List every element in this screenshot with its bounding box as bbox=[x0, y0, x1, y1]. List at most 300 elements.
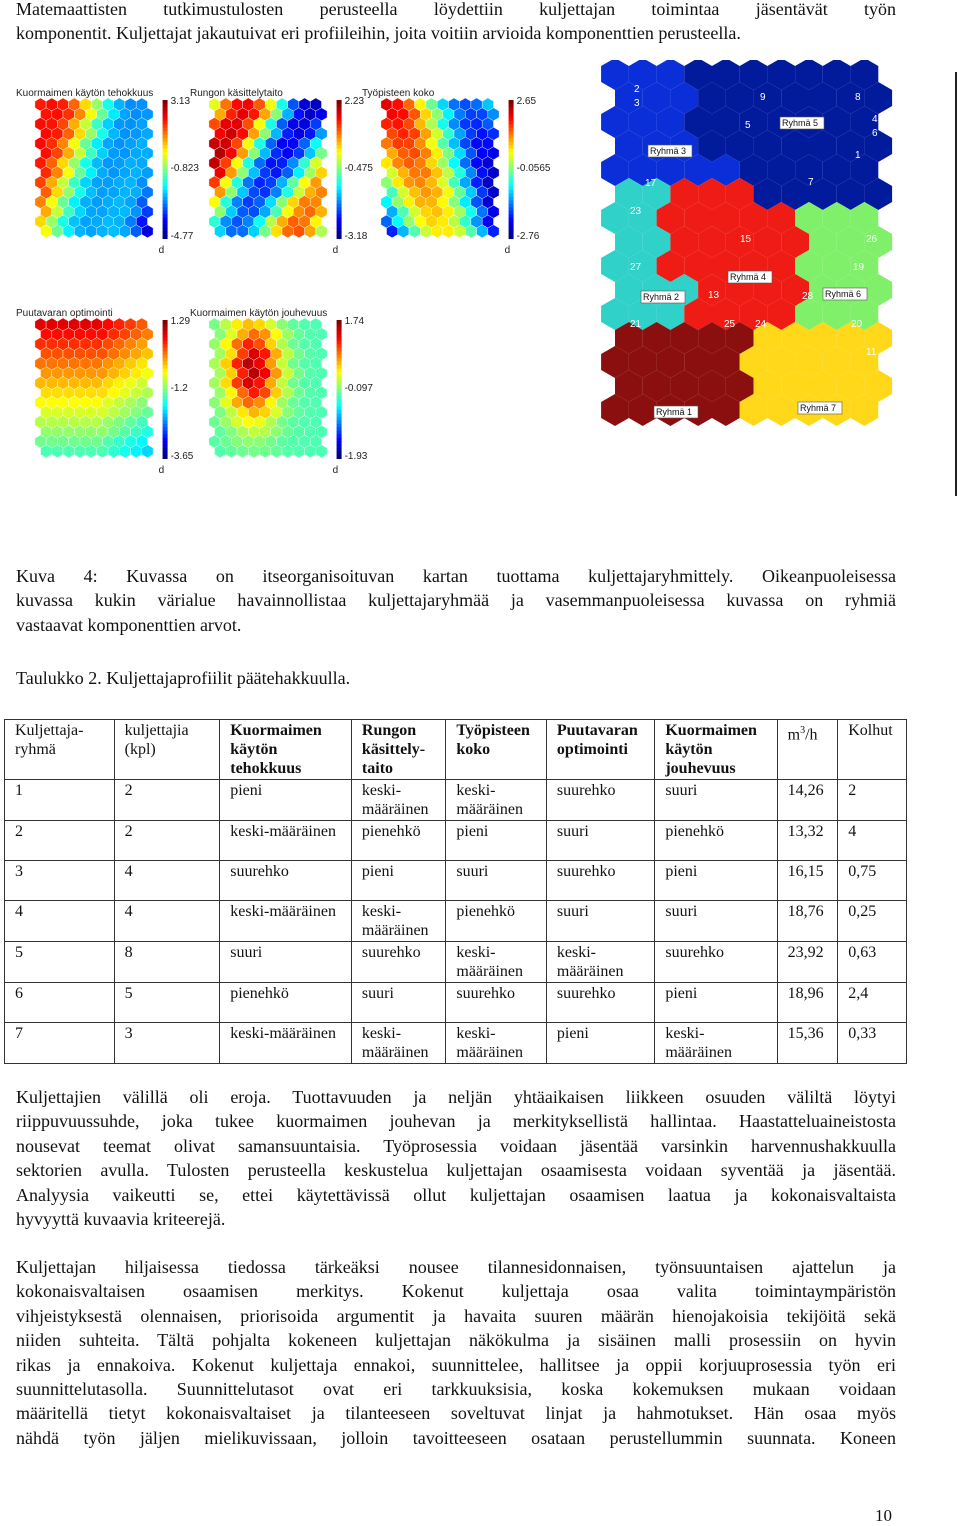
colorbar-segment bbox=[337, 221, 342, 225]
table-cell: suuri bbox=[655, 901, 777, 942]
colorbar-segment bbox=[509, 152, 514, 156]
colorbar-segment bbox=[163, 131, 168, 135]
colorbar-segment bbox=[163, 135, 168, 139]
body-line: niiden suhteita. Tältä pohjalta kokeneen kuljettajan näkökulma ja sisäinen malli prosessiin on hyvin bbox=[16, 1330, 896, 1351]
colorbar-segment bbox=[163, 386, 168, 390]
table-cell: keski-määräinen bbox=[220, 1023, 352, 1064]
colorbar-min-label: -3.18 bbox=[344, 230, 368, 242]
colorbar-segment bbox=[337, 341, 342, 345]
colorbar-segment bbox=[509, 145, 514, 149]
colorbar-segment bbox=[337, 142, 342, 146]
driver-profiles-table bbox=[4, 719, 907, 1064]
colorbar-segment bbox=[337, 155, 342, 159]
colorbar-segment bbox=[163, 341, 168, 345]
table-cell: 2 bbox=[114, 821, 220, 861]
colorbar-segment bbox=[509, 117, 514, 121]
colorbar-segment bbox=[163, 382, 168, 386]
colorbar-segment bbox=[337, 100, 342, 104]
table-cell: keski-määräinen bbox=[446, 780, 547, 821]
colorbar-segment bbox=[163, 400, 168, 404]
colorbar-segment bbox=[509, 204, 514, 208]
body-line: Kuljettajan hiljaisessa tiedossa tärkeäksi nousee tilannesidonnaisen, työnsuuntaisen ajattelun ja bbox=[16, 1257, 896, 1277]
table-cell: 18,76 bbox=[777, 901, 838, 942]
colorbar-segment bbox=[163, 103, 168, 107]
component-plane bbox=[209, 98, 342, 239]
driver-number: 8 bbox=[855, 92, 861, 103]
colorbar-segment bbox=[163, 169, 168, 173]
colorbar-segment bbox=[509, 159, 514, 163]
colorbar-segment bbox=[163, 455, 168, 459]
caption-line: vastaavat komponenttien arvot. bbox=[16, 614, 242, 635]
colorbar-segment bbox=[163, 445, 168, 449]
colorbar-segment bbox=[509, 218, 514, 222]
colorbar-segment bbox=[163, 218, 168, 222]
colorbar-segment bbox=[163, 152, 168, 156]
colorbar-segment bbox=[163, 327, 168, 331]
driver-number: 25 bbox=[724, 319, 736, 330]
colorbar-segment bbox=[337, 183, 342, 187]
colorbar-segment bbox=[509, 142, 514, 146]
colorbar-segment bbox=[509, 121, 514, 125]
colorbar-segment bbox=[509, 190, 514, 194]
driver-number: 26 bbox=[866, 234, 878, 245]
colorbar-segment bbox=[163, 396, 168, 400]
table-cell: pieni bbox=[220, 780, 352, 821]
table-cell: 16,15 bbox=[777, 861, 838, 901]
colorbar-segment bbox=[337, 448, 342, 452]
table-cell: pienehkö bbox=[351, 821, 445, 861]
colorbar-segment bbox=[337, 169, 342, 173]
colorbar-segment bbox=[509, 200, 514, 204]
colorbar-segment bbox=[509, 214, 514, 218]
table-cell: 4 bbox=[114, 861, 220, 901]
colorbar-segment bbox=[337, 107, 342, 111]
table-cell: suuri bbox=[546, 821, 654, 861]
group-label: Ryhmä 7 bbox=[800, 403, 837, 413]
driver-number: 28 bbox=[802, 291, 814, 302]
component-plane bbox=[381, 98, 514, 239]
colorbar-segment bbox=[337, 131, 342, 135]
header-productivity: $m^3/h$ bbox=[777, 720, 838, 780]
body-line: suunnittelutasolla. Suunnittelutasot ovat eri tarkkuuksisia, koska kokemuksen mukaan voidaan bbox=[16, 1379, 896, 1400]
colorbar-segment bbox=[337, 204, 342, 208]
table-cell: 1 bbox=[5, 780, 115, 821]
colorbar-segment bbox=[509, 173, 514, 177]
colorbar-segment bbox=[163, 320, 168, 324]
colorbar-min-label: -4.77 bbox=[170, 230, 194, 242]
colorbar-segment bbox=[337, 386, 342, 390]
colorbar-unit-label: d bbox=[504, 244, 511, 256]
colorbar-segment bbox=[337, 173, 342, 177]
colorbar-segment bbox=[509, 187, 514, 191]
colorbar-segment bbox=[163, 379, 168, 383]
intro-line: komponentit. Kuljettajat jakautuivat eri profiileihin, joita voitiin arvioida komponenttien perusteella. bbox=[16, 23, 741, 44]
colorbar-segment bbox=[163, 145, 168, 149]
driver-number: 11 bbox=[866, 347, 877, 358]
colorbar-segment bbox=[163, 351, 168, 355]
body-line: hyvyyttä kuvaavia kriteerejä. bbox=[16, 1209, 226, 1230]
colorbar-segment bbox=[163, 372, 168, 376]
colorbar-segment bbox=[163, 368, 168, 372]
colorbar-segment bbox=[163, 148, 168, 152]
body-paragraph-2 bbox=[16, 1255, 896, 1450]
colorbar-segment bbox=[337, 413, 342, 417]
colorbar-segment bbox=[509, 235, 514, 239]
header-boom-smoothness: Kuormaimen käytön jouhevuus bbox=[655, 720, 777, 780]
colorbar-segment bbox=[337, 389, 342, 393]
colorbar-mid-label: -1.2 bbox=[170, 383, 188, 395]
table-cell: suuri bbox=[220, 942, 352, 983]
body-line: määritellä tietyt kokonaisvaltaiset ja tilanteeseen soveltuvat linjat ja hahmotukset. Hän osaa myös bbox=[16, 1403, 896, 1424]
colorbar-segment bbox=[509, 169, 514, 173]
table-cell: suurehko bbox=[446, 983, 547, 1023]
colorbar-segment bbox=[163, 180, 168, 184]
panel-title: Työpisteen koko bbox=[362, 88, 435, 99]
driver-number: 23 bbox=[630, 206, 642, 217]
body-line: sektorien avulla. Tulosten perusteella keskustelua kuljettajan osaamisesta voidaan syventää ja jäsentää. bbox=[16, 1160, 896, 1181]
table-cell: 15,36 bbox=[777, 1023, 838, 1064]
colorbar-min-label: -3.65 bbox=[170, 450, 194, 462]
colorbar-min-label: -1.93 bbox=[344, 450, 368, 462]
table-cell: pieni bbox=[655, 983, 777, 1023]
group-label: Ryhmä 2 bbox=[643, 292, 680, 302]
colorbar-segment bbox=[163, 355, 168, 359]
group-label: Ryhmä 4 bbox=[730, 272, 767, 282]
table-cell: 3 bbox=[5, 861, 115, 901]
colorbar-segment bbox=[163, 323, 168, 327]
table-cell: 0,25 bbox=[838, 901, 907, 942]
colorbar-segment bbox=[337, 218, 342, 222]
table-cell: 2 bbox=[114, 780, 220, 821]
colorbar-segment bbox=[337, 214, 342, 218]
colorbar-mid-label: -0.097 bbox=[344, 383, 373, 395]
figure-som-maps bbox=[0, 60, 900, 510]
colorbar-segment bbox=[337, 393, 342, 397]
colorbar-segment bbox=[163, 207, 168, 211]
colorbar-segment bbox=[163, 375, 168, 379]
colorbar-segment bbox=[509, 138, 514, 142]
table-cell: 7 bbox=[5, 1023, 115, 1064]
colorbar-segment bbox=[163, 162, 168, 166]
driver-number: 9 bbox=[760, 92, 766, 103]
colorbar-segment bbox=[509, 197, 514, 201]
colorbar-segment bbox=[509, 100, 514, 104]
colorbar-segment bbox=[337, 351, 342, 355]
table-cell: 3 bbox=[114, 1023, 220, 1064]
driver-number: 20 bbox=[851, 319, 863, 330]
colorbar-segment bbox=[337, 207, 342, 211]
colorbar-segment bbox=[337, 445, 342, 449]
colorbar-segment bbox=[337, 337, 342, 341]
driver-number: 12 bbox=[630, 433, 642, 444]
colorbar-segment bbox=[163, 183, 168, 187]
table-row bbox=[5, 983, 907, 1023]
colorbar-segment bbox=[163, 190, 168, 194]
panel-title: Rungon käsittelytaito bbox=[190, 88, 283, 99]
table-cell: 0,63 bbox=[838, 942, 907, 983]
table-cell: keski-määräinen bbox=[446, 942, 547, 983]
colorbar-segment bbox=[337, 148, 342, 152]
panel-title: Puutavaran optimointi bbox=[16, 308, 113, 319]
table-cell: 6 bbox=[5, 983, 115, 1023]
table-row bbox=[5, 901, 907, 942]
colorbar-max-label: 2.23 bbox=[344, 96, 365, 107]
colorbar-segment bbox=[163, 110, 168, 114]
driver-number: 19 bbox=[853, 262, 865, 273]
header-stem-handling: Rungon käsittely-taito bbox=[351, 720, 445, 780]
colorbar-segment bbox=[337, 187, 342, 191]
colorbar-segment bbox=[163, 334, 168, 338]
caption-line: kuvassa kukin värialue havainnollistaa kuljettajaryhmää ja vasemmanpuoleisessa kuvassa on ryhmiä bbox=[16, 590, 896, 611]
colorbar-segment bbox=[337, 152, 342, 156]
driver-number: 1 bbox=[855, 150, 861, 161]
colorbar-segment bbox=[337, 375, 342, 379]
colorbar-segment bbox=[509, 107, 514, 111]
colorbar-segment bbox=[163, 441, 168, 445]
colorbar-segment bbox=[509, 207, 514, 211]
header-timber-optimization: Puutavaran optimointi bbox=[546, 720, 654, 780]
colorbar-segment bbox=[337, 362, 342, 366]
colorbar-segment bbox=[337, 135, 342, 139]
caption-line: Kuva 4: Kuvassa on itseorganisoituvan kartan tuottama kuljettajaryhmittely. Oikeanpuoleisessa bbox=[16, 566, 896, 586]
driver-number: 6 bbox=[872, 128, 878, 139]
colorbar-min-label: -2.76 bbox=[516, 230, 540, 242]
colorbar-segment bbox=[337, 368, 342, 372]
table-cell: keski-määräinen bbox=[351, 1023, 445, 1064]
colorbar-segment bbox=[337, 424, 342, 428]
colorbar-segment bbox=[163, 200, 168, 204]
colorbar-segment bbox=[337, 159, 342, 163]
colorbar-segment bbox=[337, 344, 342, 348]
intro-paragraph bbox=[16, 0, 896, 46]
table-cell: keski-määräinen bbox=[655, 1023, 777, 1064]
colorbar-segment bbox=[163, 117, 168, 121]
colorbar-segment bbox=[337, 225, 342, 229]
colorbar-segment bbox=[509, 124, 514, 128]
driver-number: 2 bbox=[634, 84, 640, 95]
colorbar-segment bbox=[509, 193, 514, 197]
table-cell: 2 bbox=[838, 780, 907, 821]
colorbar-segment bbox=[509, 135, 514, 139]
body-line: nousevat teemat olivat samansuuntaisia. Työprosessia voidaan jäsentää varsinkin harvennushakkuulla bbox=[16, 1135, 896, 1156]
table-cell: 8 bbox=[114, 942, 220, 983]
driver-number: 5 bbox=[745, 120, 751, 131]
driver-number: 10 bbox=[851, 433, 863, 444]
group-label: Ryhmä 3 bbox=[650, 146, 687, 156]
table-cell: pienehkö bbox=[655, 821, 777, 861]
colorbar-segment bbox=[337, 110, 342, 114]
colorbar-segment bbox=[337, 193, 342, 197]
colorbar-mid-label: -0.475 bbox=[344, 163, 373, 175]
colorbar-segment bbox=[163, 155, 168, 159]
table-body bbox=[5, 780, 907, 1064]
body-line: nähdä työn jäljen mielikuvissaan, jolloin tavoitteeseen osataan perustellummin suunnata. Koneen bbox=[16, 1427, 896, 1448]
colorbar-segment bbox=[509, 211, 514, 215]
colorbar-segment bbox=[337, 162, 342, 166]
body-line: Analyysia vaikeutti se, ettei käytettävissä ollut kuljettajan osaamisen laatua ja kokonaisvaltaista bbox=[16, 1184, 896, 1205]
colorbar-segment bbox=[337, 211, 342, 215]
colorbar-segment bbox=[163, 427, 168, 431]
header-boom-efficiency: Kuormaimen käytön tehokkuus bbox=[220, 720, 352, 780]
colorbar-segment bbox=[163, 393, 168, 397]
table-cell: suuri bbox=[351, 983, 445, 1023]
table-cell: keski-määräinen bbox=[351, 901, 445, 942]
colorbar-segment bbox=[337, 452, 342, 456]
driver-group-map bbox=[601, 60, 892, 444]
colorbar-segment bbox=[337, 330, 342, 334]
colorbar-segment bbox=[509, 166, 514, 170]
driver-number: 27 bbox=[630, 262, 642, 273]
colorbar-segment bbox=[337, 117, 342, 121]
colorbar-segment bbox=[163, 228, 168, 232]
header-count: kuljettajia (kpl) bbox=[114, 720, 220, 780]
table-cell: keski-määräinen bbox=[220, 821, 352, 861]
colorbar-segment bbox=[163, 142, 168, 146]
colorbar-segment bbox=[509, 183, 514, 187]
table-cell: suurehko bbox=[351, 942, 445, 983]
table-cell: pieni bbox=[546, 1023, 654, 1064]
table-cell: 4 bbox=[838, 821, 907, 861]
table-cell: keski-määräinen bbox=[220, 901, 352, 942]
colorbar-segment bbox=[163, 114, 168, 118]
colorbar-segment bbox=[337, 438, 342, 442]
colorbar-segment bbox=[163, 173, 168, 177]
table-row bbox=[5, 821, 907, 861]
driver-number: 17 bbox=[645, 178, 657, 189]
colorbar-segment bbox=[337, 166, 342, 170]
driver-number: 14 bbox=[788, 433, 800, 444]
body-line: vihjeistyksestä olennaisen, priorisoida argumentit ja havaita suuren määrän hienojakoisia tekijöitä sekä bbox=[16, 1305, 896, 1326]
colorbar-max-label: 2.65 bbox=[516, 96, 537, 107]
colorbar-segment bbox=[337, 228, 342, 232]
colorbar-segment bbox=[163, 389, 168, 393]
colorbar-segment bbox=[337, 420, 342, 424]
colorbar-segment bbox=[163, 225, 168, 229]
table-cell: suuri bbox=[446, 861, 547, 901]
body-line: kokonaisvaltaisen osaamisen merkitys. Kokenut kuljettaja osaa valita toimintaympäristön bbox=[16, 1281, 896, 1302]
colorbar-segment bbox=[163, 204, 168, 208]
colorbar-max-label: 1.29 bbox=[170, 316, 191, 327]
colorbar-segment bbox=[163, 448, 168, 452]
colorbar-segment bbox=[337, 323, 342, 327]
colorbar-segment bbox=[337, 334, 342, 338]
colorbar-segment bbox=[337, 431, 342, 435]
colorbar-segment bbox=[509, 114, 514, 118]
colorbar-segment bbox=[163, 344, 168, 348]
driver-number: 4 bbox=[872, 114, 878, 125]
driver-number: 15 bbox=[740, 234, 752, 245]
colorbar-segment bbox=[163, 187, 168, 191]
colorbar-segment bbox=[509, 180, 514, 184]
table-cell: 2,4 bbox=[838, 983, 907, 1023]
table-cell: keski-määräinen bbox=[546, 942, 654, 983]
component-planes bbox=[35, 98, 514, 459]
colorbar-segment bbox=[509, 225, 514, 229]
colorbar-segment bbox=[337, 114, 342, 118]
component-plane bbox=[209, 318, 342, 459]
colorbar-segment bbox=[337, 365, 342, 369]
table-cell: pienehkö bbox=[446, 901, 547, 942]
colorbar-segment bbox=[337, 434, 342, 438]
table-cell: suurehko bbox=[220, 861, 352, 901]
colorbar-segment bbox=[163, 403, 168, 407]
colorbar-segment bbox=[163, 424, 168, 428]
colorbar-segment bbox=[163, 107, 168, 111]
table-row bbox=[5, 1023, 907, 1064]
colorbar-segment bbox=[337, 403, 342, 407]
table-cell: keski-määräinen bbox=[446, 1023, 547, 1064]
colorbar-segment bbox=[163, 431, 168, 435]
group-label: Ryhmä 6 bbox=[825, 289, 862, 299]
colorbar-segment bbox=[337, 197, 342, 201]
colorbar-segment bbox=[337, 121, 342, 125]
colorbar-segment bbox=[337, 441, 342, 445]
table-cell: 0,75 bbox=[838, 861, 907, 901]
colorbar-segment bbox=[337, 400, 342, 404]
colorbar-segment bbox=[163, 121, 168, 125]
colorbar-segment bbox=[163, 420, 168, 424]
colorbar-segment bbox=[337, 235, 342, 239]
colorbar-segment bbox=[337, 128, 342, 132]
colorbar-segment bbox=[337, 455, 342, 459]
colorbar-segment bbox=[163, 128, 168, 132]
body-line: rikas ja ennakoiva. Kokenut kuljettaja ennakoi, suunnittelee, hallitsee ja oppii korjuuprosessia työn eri bbox=[16, 1354, 896, 1375]
colorbar-segment bbox=[337, 176, 342, 180]
colorbar-segment bbox=[509, 228, 514, 232]
colorbar-segment bbox=[163, 100, 168, 104]
colorbar-segment bbox=[163, 176, 168, 180]
colorbar-segment bbox=[509, 131, 514, 135]
table-cell: pieni bbox=[446, 821, 547, 861]
table-cell: suurehko bbox=[546, 983, 654, 1023]
colorbar-segment bbox=[509, 176, 514, 180]
colorbar-segment bbox=[337, 355, 342, 359]
colorbar-segment bbox=[163, 413, 168, 417]
table-cell: 5 bbox=[114, 983, 220, 1023]
table-cell: 18,96 bbox=[777, 983, 838, 1023]
colorbar-segment bbox=[337, 417, 342, 421]
header-damages: Kolhut bbox=[838, 720, 907, 780]
driver-number: 18 bbox=[820, 433, 832, 444]
margin-rule bbox=[955, 72, 957, 496]
table-cell: 5 bbox=[5, 942, 115, 983]
colorbar-unit-label: d bbox=[158, 244, 165, 256]
intro-line: Matemaattisten tutkimustulosten perusteella löydettiin kuljettajan toimintaa jäsentävät työn bbox=[16, 0, 896, 19]
body-line: riippuvuussuhde, joka tukee kuormaimen jouhevan ja merkityksellistä hallintaa. Haastatteluaineistosta bbox=[16, 1111, 896, 1132]
table-header-row bbox=[5, 720, 907, 780]
header-group: Kuljettaja-ryhmä bbox=[5, 720, 115, 780]
colorbar-unit-label: d bbox=[332, 464, 339, 476]
table-title: Taulukko 2. Kuljettajaprofiilit päätehakkuulla. bbox=[16, 668, 351, 688]
colorbar-segment bbox=[509, 128, 514, 132]
table-cell: 23,92 bbox=[777, 942, 838, 983]
colorbar-segment bbox=[163, 221, 168, 225]
colorbar-segment bbox=[163, 330, 168, 334]
table-cell: 0,33 bbox=[838, 1023, 907, 1064]
colorbar-segment bbox=[337, 410, 342, 414]
colorbar-segment bbox=[337, 190, 342, 194]
table-row bbox=[5, 861, 907, 901]
colorbar-segment bbox=[163, 211, 168, 215]
colorbar-segment bbox=[509, 155, 514, 159]
colorbar-segment bbox=[509, 221, 514, 225]
body-paragraph-1 bbox=[16, 1085, 896, 1231]
colorbar-segment bbox=[509, 162, 514, 166]
table-cell: suuri bbox=[655, 780, 777, 821]
panel-title: Kuormaimen käytön tehokkuus bbox=[16, 88, 154, 99]
table-cell: suuri bbox=[546, 901, 654, 942]
table-cell: pienehkö bbox=[220, 983, 352, 1023]
